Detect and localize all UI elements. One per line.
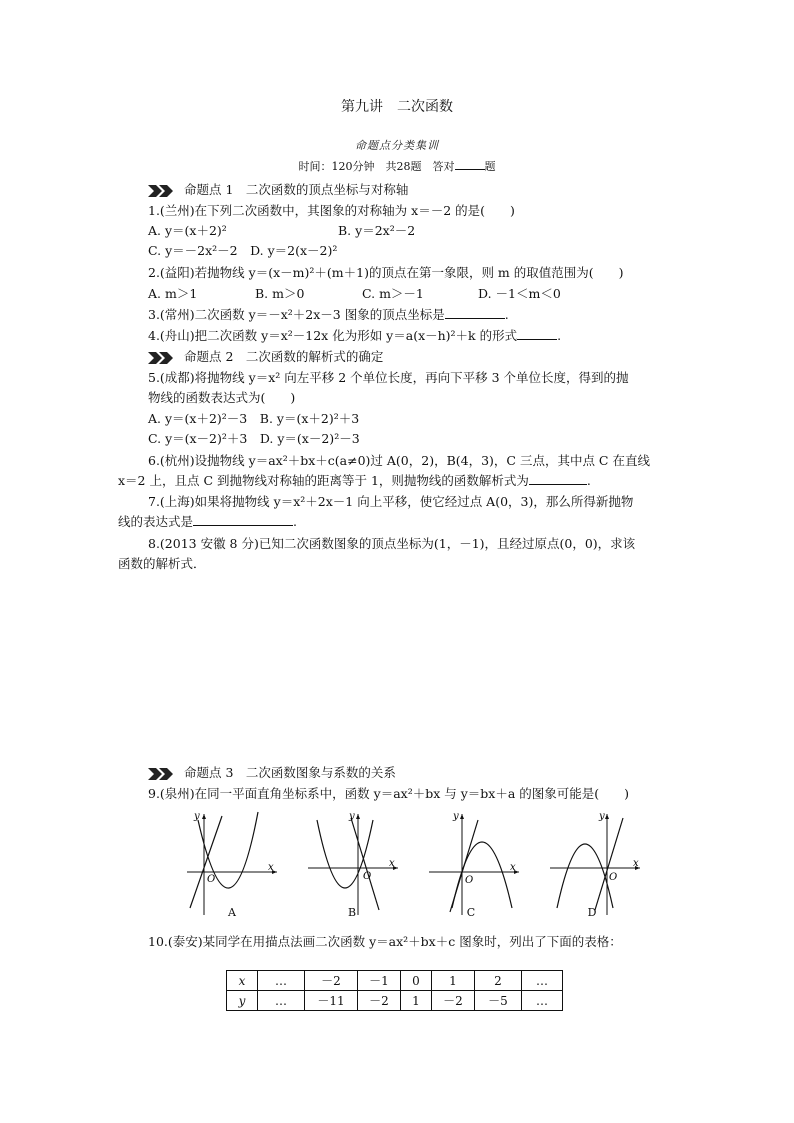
table-cell: 1 bbox=[401, 991, 432, 1011]
q6-blank bbox=[529, 472, 587, 485]
double-arrow-icon bbox=[148, 352, 174, 364]
table-cell: 2 bbox=[475, 971, 522, 991]
q9-stem: 9.(泉州)在同一平面直角坐标系中，函数 y＝ax²＋bx 与 y＝bx＋a 的图象可能是( ) bbox=[148, 786, 630, 801]
q3-stem: 3.(常州)二次函数 y＝－x²＋2x－3 图象的顶点坐标是 bbox=[148, 307, 445, 322]
x-axis-label: x bbox=[633, 858, 639, 869]
q5-options-ab: A. y＝(x＋2)²－3 B. y＝(x＋2)²＋3 bbox=[148, 411, 360, 426]
table-cell: … bbox=[522, 991, 563, 1011]
page-meta bbox=[0, 157, 794, 176]
double-arrow-icon bbox=[148, 768, 174, 780]
origin-label: O bbox=[609, 872, 618, 883]
table-cell: … bbox=[522, 971, 563, 991]
double-arrow-icon bbox=[148, 185, 174, 197]
q7-stem-text: 线的表达式是 bbox=[118, 514, 194, 529]
graph-b bbox=[303, 810, 403, 920]
origin-label: O bbox=[363, 871, 372, 882]
graph-d-label: D bbox=[587, 906, 597, 919]
q7-stem-line1: 7.(上海)如果将抛物线 y＝x²＋2x－1 向上平移，使它经过点 A(0，3)，那么所得新抛物 bbox=[148, 494, 634, 509]
y-axis-label: y bbox=[599, 811, 605, 822]
q2-option-a: A. m＞1 bbox=[148, 286, 198, 301]
table-cell: －2 bbox=[305, 971, 358, 991]
origin-label: O bbox=[207, 874, 216, 885]
q3-end: . bbox=[504, 307, 509, 322]
graph-d bbox=[545, 810, 645, 920]
q7-blank bbox=[193, 513, 293, 526]
q4 bbox=[148, 327, 561, 345]
q5-stem-line1: 5.(成都)将抛物线 y＝x² 向左平移 2 个单位长度，再向下平移 3 个单位长度，得到的抛 bbox=[148, 370, 629, 385]
x-axis-label: x bbox=[510, 862, 516, 873]
meta-suffix: 题 bbox=[484, 160, 496, 173]
q3-blank bbox=[445, 306, 505, 319]
q4-stem: 4.(舟山)把二次函数 y＝x²－12x 化为形如 y＝a(x－h)²＋k 的形式 bbox=[148, 328, 518, 343]
graph-a bbox=[182, 810, 282, 920]
table-row bbox=[227, 971, 563, 991]
q7-stem-line2 bbox=[118, 513, 297, 531]
origin-label: O bbox=[465, 875, 474, 886]
q8-stem-line2: 函数的解析式． bbox=[118, 556, 206, 571]
q1-option-b: B. y＝2x²－2 bbox=[338, 223, 416, 238]
y-axis-label: y bbox=[349, 811, 355, 822]
q6-end: . bbox=[586, 473, 591, 488]
section-2-heading bbox=[148, 348, 383, 366]
answer-blank bbox=[455, 157, 485, 170]
y-axis-label: y bbox=[194, 811, 200, 822]
page-subtitle: 命题点分类集训 bbox=[355, 139, 439, 152]
y-axis-label: y bbox=[453, 811, 459, 822]
table-cell: … bbox=[258, 971, 305, 991]
q7-end: . bbox=[293, 514, 297, 529]
table-cell: 1 bbox=[432, 971, 475, 991]
q2-stem: 2.(益阳)若抛物线 y＝(x－m)²＋(m＋1)的顶点在第一象限，则 m 的取值范围为( ) bbox=[148, 265, 624, 280]
q4-end: . bbox=[557, 328, 562, 343]
q2-option-c: C. m＞－1 bbox=[362, 286, 424, 301]
q8-stem-line1: 8.(2013 安徽 8 分)已知二次函数图象的顶点坐标为(1，－1)，且经过原点(0，0)，求该 bbox=[148, 536, 636, 551]
q5-options-cd: C. y＝(x－2)²＋3 D. y＝(x－2)²－3 bbox=[148, 431, 360, 446]
q1-stem: 1.(兰州)在下列二次函数中，其图象的对称轴为 x＝－2 的是( ) bbox=[148, 203, 515, 218]
section-3-heading bbox=[148, 764, 396, 782]
table-row bbox=[227, 991, 563, 1011]
section-1-heading bbox=[148, 181, 408, 199]
q2-option-d: D. －1＜m＜0 bbox=[478, 286, 561, 301]
q4-blank bbox=[517, 327, 557, 340]
graph-c-label: C bbox=[466, 906, 476, 919]
section-2-label: 命题点 2 二次函数的解析式的确定 bbox=[184, 349, 384, 364]
q6-stem-line2 bbox=[118, 472, 591, 490]
q6-stem-line1: 6.(杭州)设抛物线 y＝ax²＋bx＋c(a≠0)过 A(0，2)，B(4，3)，C 三点，其中点 C 在直线 bbox=[148, 453, 650, 468]
table-cell: x bbox=[227, 971, 258, 991]
section-1-label: 命题点 1 二次函数的顶点坐标与对称轴 bbox=[184, 182, 409, 197]
table-cell: －2 bbox=[358, 991, 401, 1011]
q3 bbox=[148, 306, 509, 324]
meta-prefix: 时间：120分钟 共28题 答对 bbox=[298, 160, 455, 173]
table-cell: y bbox=[227, 991, 258, 1011]
table-cell: 0 bbox=[401, 971, 432, 991]
page-title: 第九讲 二次函数 bbox=[341, 99, 453, 115]
table-cell: －2 bbox=[432, 991, 475, 1011]
q10-stem: 10.(泰安)某同学在用描点法画二次函数 y＝ax²＋bx＋c 图象时，列出了下面的表格： bbox=[148, 934, 622, 949]
x-axis-label: x bbox=[268, 862, 274, 873]
q2-option-b: B. m＞0 bbox=[255, 286, 305, 301]
table-cell: －1 bbox=[358, 971, 401, 991]
graph-a-label: A bbox=[228, 906, 236, 919]
q6-stem-text: x＝2 上，且点 C 到抛物线对称轴的距离等于 1，则抛物线的函数解析式为 bbox=[118, 473, 529, 488]
q1-option-a: A. y＝(x＋2)² bbox=[148, 223, 227, 238]
q1-options-cd: C. y＝－2x²－2 D. y＝2(x－2)² bbox=[148, 243, 338, 258]
graph-b-label: B bbox=[347, 906, 357, 919]
value-table bbox=[226, 970, 563, 1011]
table-cell: －11 bbox=[305, 991, 358, 1011]
q5-stem-line2: 物线的函数表达式为( ) bbox=[148, 390, 296, 405]
x-axis-label: x bbox=[389, 858, 395, 869]
table-cell: －5 bbox=[475, 991, 522, 1011]
graph-c bbox=[424, 810, 524, 920]
table-cell: … bbox=[258, 991, 305, 1011]
section-3-label: 命题点 3 二次函数图象与系数的关系 bbox=[184, 765, 396, 780]
